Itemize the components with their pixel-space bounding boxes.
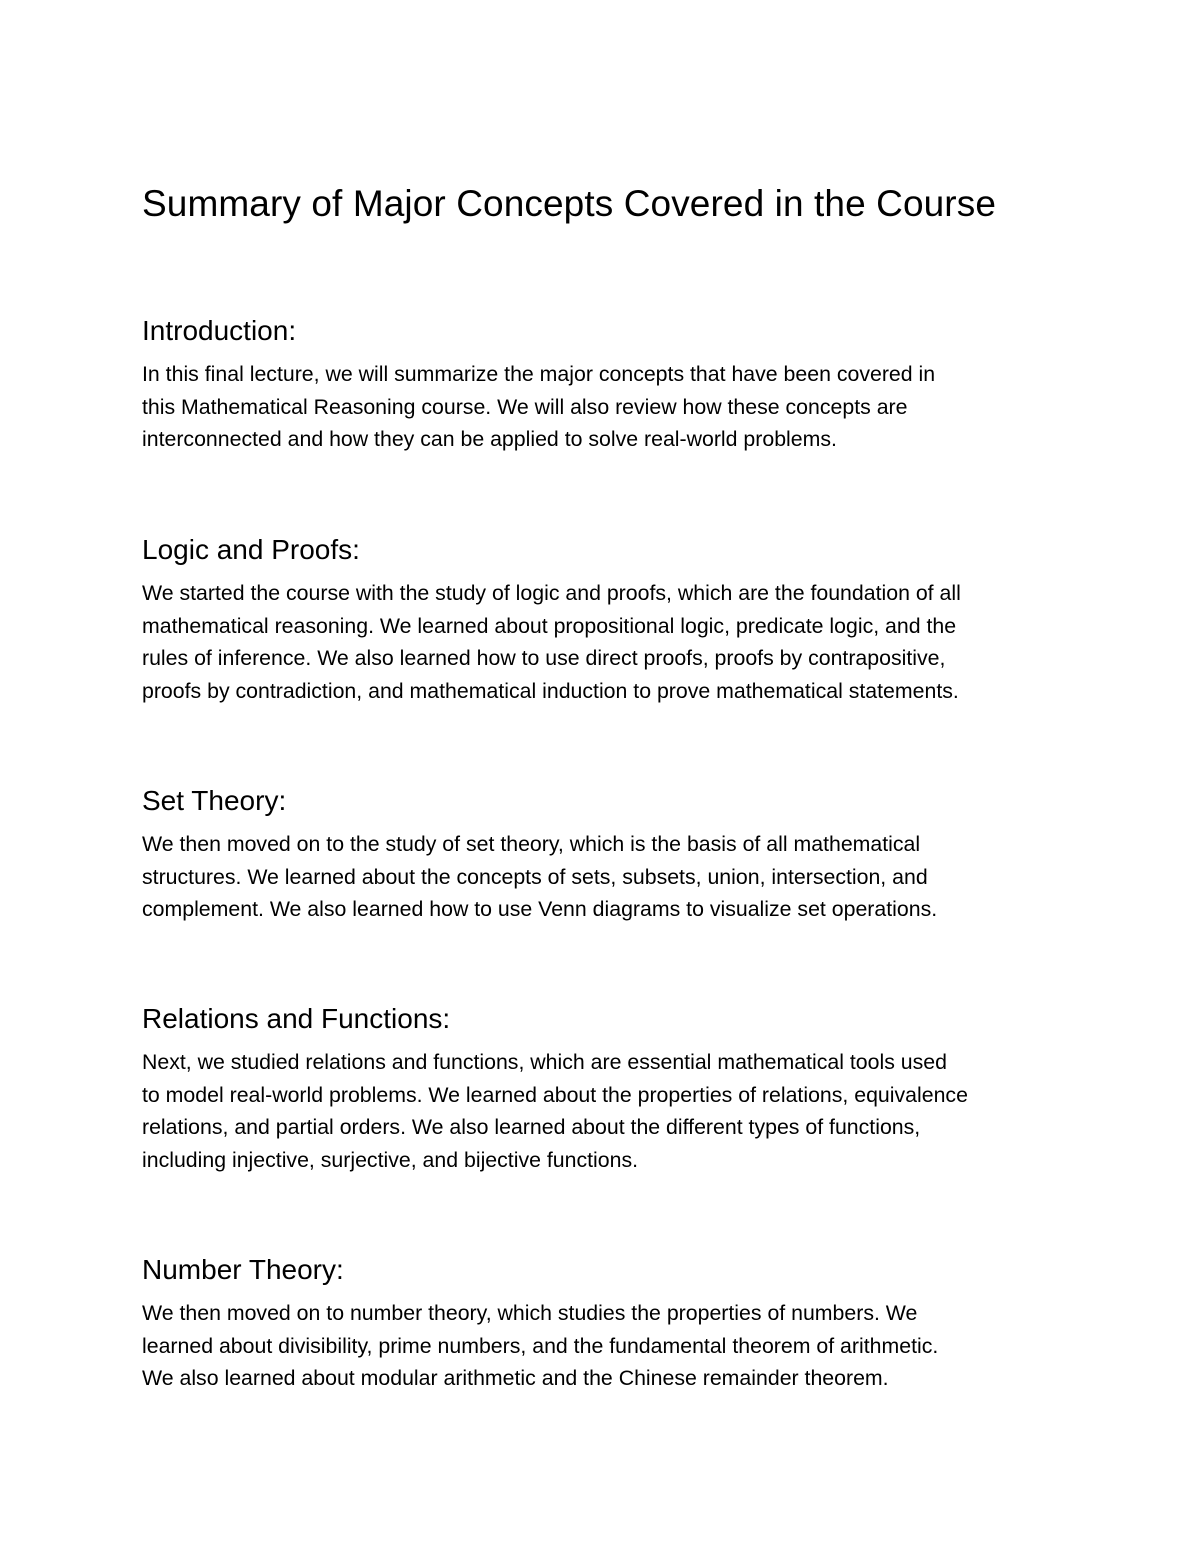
section-paragraph	[142, 1046, 1082, 1176]
paragraph-line: rules of inference. We also learned how to use direct proofs, proofs by contrapositive,	[142, 646, 946, 671]
paragraph-line: mathematical reasoning. We learned about propositional logic, predicate logic, and the	[142, 613, 957, 638]
section-set-theory	[142, 783, 1082, 926]
paragraph-line: relations, and partial orders. We also learned about the different types of functions,	[142, 1115, 921, 1140]
section-heading: Logic and Proofs:	[142, 534, 360, 565]
paragraph-line: complement. We also learned how to use Venn diagrams to visualize set operations.	[142, 897, 938, 922]
paragraph-line: including injective, surjective, and bijective functions.	[142, 1147, 639, 1172]
paragraph-line: learned about divisibility, prime numbers, and the fundamental theorem of arithmetic.	[142, 1333, 939, 1358]
section-heading: Set Theory:	[142, 785, 287, 816]
section-logic-and-proofs	[142, 532, 1082, 707]
paragraph-line: We also learned about modular arithmetic and the Chinese remainder theorem.	[142, 1366, 889, 1391]
paragraph-line: structures. We learned about the concepts of sets, subsets, union, intersection, and	[142, 864, 928, 889]
paragraph-line: We started the course with the study of logic and proofs, which are the foundation of all	[142, 581, 961, 605]
section-paragraph	[142, 358, 1082, 456]
paragraph-line: to model real-world problems. We learned about the properties of relations, equivalence	[142, 1082, 968, 1107]
section-relations-and-functions	[142, 1001, 1082, 1176]
paragraph-line: We then moved on to the study of set theory, which is the basis of all mathematical	[142, 832, 921, 856]
section-heading: Number Theory:	[142, 1254, 344, 1285]
paragraph-line: We then moved on to number theory, which studies the properties of numbers. We	[142, 1301, 918, 1325]
section-paragraph	[142, 577, 1082, 707]
paragraph-line: proofs by contradiction, and mathematical induction to prove mathematical statements.	[142, 678, 959, 703]
section-paragraph	[142, 828, 1082, 926]
paragraph-line: this Mathematical Reasoning course. We will also review how these concepts are	[142, 394, 908, 419]
paragraph-line: Next, we studied relations and functions, which are essential mathematical tools used	[142, 1050, 947, 1074]
paragraph-line: interconnected and how they can be applied to solve real-world problems.	[142, 427, 837, 452]
paragraph-line: In this final lecture, we will summarize the major concepts that have been covered in	[142, 362, 936, 386]
section-introduction	[142, 313, 1082, 456]
document-title: Summary of Major Concepts Covered in the Course	[142, 183, 997, 224]
section-paragraph	[142, 1297, 1082, 1395]
section-number-theory	[142, 1252, 1082, 1395]
section-heading: Relations and Functions:	[142, 1003, 451, 1034]
section-heading: Introduction:	[142, 315, 297, 346]
